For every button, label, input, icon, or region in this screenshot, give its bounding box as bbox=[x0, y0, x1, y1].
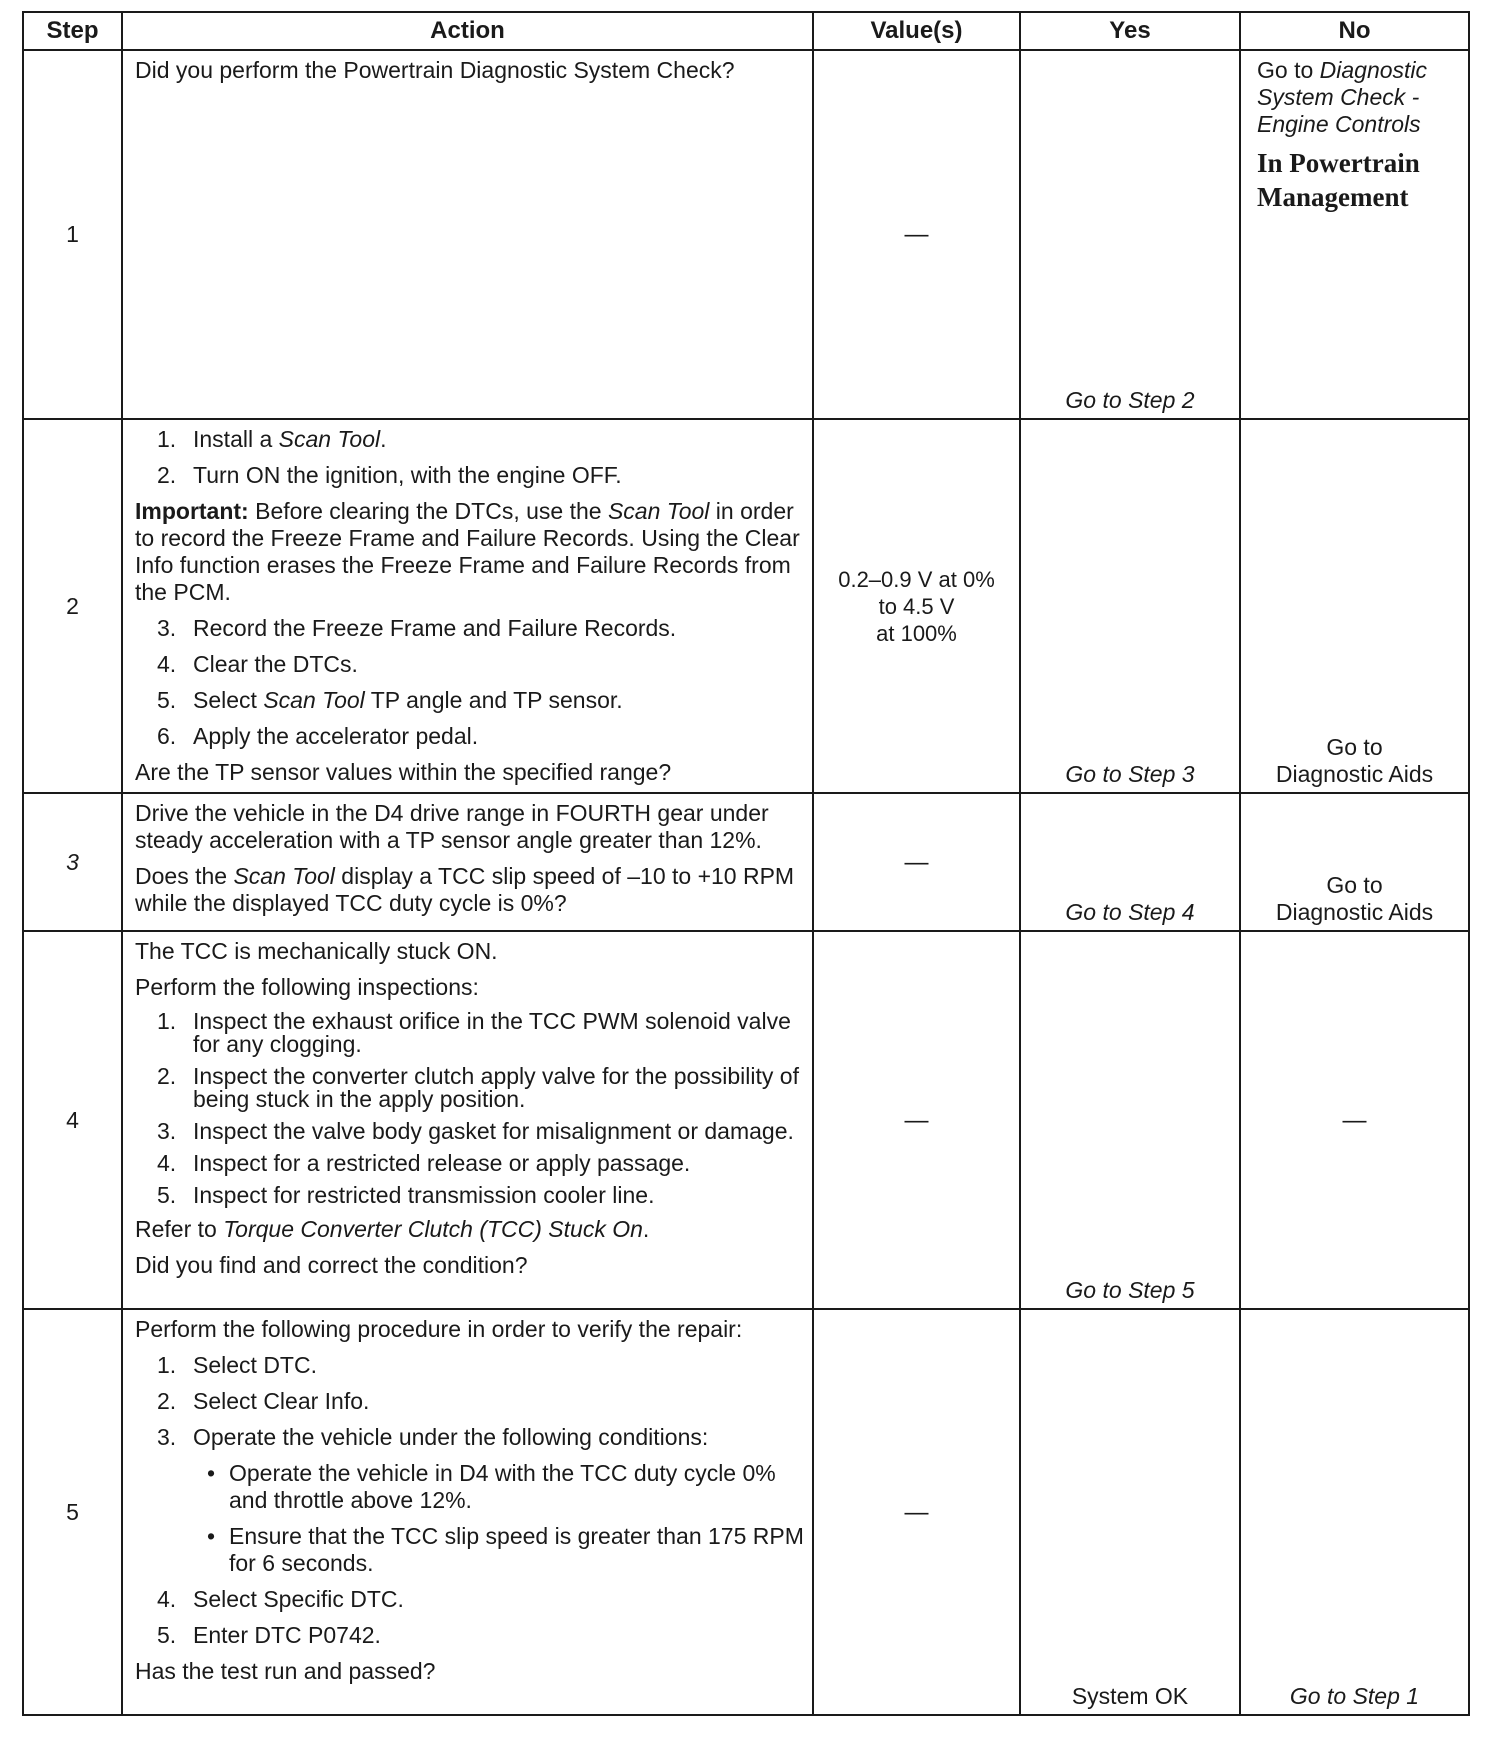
important-text: Before clearing the DTCs, use the bbox=[248, 498, 608, 524]
important-note bbox=[135, 498, 804, 606]
no-prefix: Go to bbox=[1257, 57, 1314, 83]
action-cell bbox=[122, 793, 813, 931]
header-yes: Yes bbox=[1020, 12, 1240, 50]
list-item bbox=[135, 1152, 804, 1175]
action-question: Are the TP sensor values within the specified range? bbox=[135, 759, 672, 785]
action-cell bbox=[122, 419, 813, 793]
handwritten-note: In Powertrain Management bbox=[1257, 148, 1420, 212]
item-text: Inspect the valve body gasket for misalignment or damage. bbox=[193, 1118, 794, 1144]
important-emphasis: Scan Tool bbox=[607, 498, 710, 524]
question-text: Does the bbox=[135, 863, 234, 889]
no-link[interactable] bbox=[1257, 57, 1460, 138]
item-emphasis: Scan Tool bbox=[263, 687, 365, 713]
list-item bbox=[135, 723, 804, 750]
item-text: Select DTC. bbox=[193, 1352, 317, 1378]
list-item bbox=[135, 615, 804, 642]
value-line: 0.2–0.9 V at 0% bbox=[838, 566, 995, 592]
item-text: Turn ON the ignition, with the engine OFF. bbox=[193, 462, 622, 488]
value-cell bbox=[813, 50, 1020, 419]
action-question: Did you find and correct the condition? bbox=[135, 1252, 528, 1278]
item-number: 5. bbox=[157, 687, 177, 713]
no-line[interactable]: Diagnostic Aids bbox=[1275, 899, 1434, 925]
value-cell bbox=[813, 1309, 1020, 1715]
bullet-icon: • bbox=[207, 1523, 216, 1549]
no-cell[interactable] bbox=[1240, 793, 1469, 931]
value-dash: — bbox=[904, 848, 929, 876]
important-text-end: in order to record the Freeze Frame and Failure Records. Using the Clear Info function erases the Freeze Frame and Failure Records from the PCM. bbox=[135, 498, 800, 605]
action-instruction: Perform the following inspections: bbox=[135, 974, 479, 1000]
item-number: 3. bbox=[157, 1118, 177, 1144]
reference-link[interactable]: Torque Converter Clutch (TCC) Stuck On bbox=[223, 1216, 643, 1242]
item-number: 5. bbox=[157, 1622, 177, 1648]
list-item bbox=[135, 1424, 804, 1577]
value-dash: — bbox=[904, 1498, 929, 1526]
item-text-end: . bbox=[380, 426, 387, 452]
question-text-end: display a TCC slip speed of –10 to +10 RPM while the displayed TCC duty cycle is 0%? bbox=[135, 863, 795, 916]
item-text-end: TP angle and TP sensor. bbox=[364, 687, 623, 713]
no-dash: — bbox=[1342, 1106, 1367, 1134]
item-number: 2. bbox=[157, 1388, 177, 1414]
table-row-step-5 bbox=[23, 1309, 1469, 1715]
item-number: 1. bbox=[157, 1008, 177, 1034]
no-line: Go to bbox=[1326, 734, 1383, 760]
item-number: 1. bbox=[157, 426, 177, 452]
value-line: to 4.5 V bbox=[878, 593, 955, 619]
procedure-list bbox=[135, 1352, 804, 1649]
list-item bbox=[135, 1586, 804, 1613]
item-text: Clear the DTCs. bbox=[193, 651, 358, 677]
item-text: Select Clear Info. bbox=[193, 1388, 370, 1414]
item-text: Inspect for a restricted release or apply passage. bbox=[193, 1150, 691, 1176]
reference-prefix: Refer to bbox=[135, 1216, 224, 1242]
action-statement: The TCC is mechanically stuck ON. bbox=[135, 938, 498, 964]
item-number: 3. bbox=[157, 1424, 177, 1450]
step-number: 4 bbox=[23, 931, 122, 1309]
value-cell bbox=[813, 931, 1020, 1309]
yes-cell[interactable]: Go to Step 5 bbox=[1020, 931, 1240, 1309]
action-cell bbox=[122, 931, 813, 1309]
item-text: Install a bbox=[193, 426, 279, 452]
value-cell bbox=[813, 419, 1020, 793]
header-no: No bbox=[1240, 12, 1469, 50]
yes-cell: System OK bbox=[1020, 1309, 1240, 1715]
item-text: Inspect the converter clutch apply valve for the possibility of being stuck in the apply position. bbox=[193, 1063, 799, 1112]
item-text: Enter DTC P0742. bbox=[193, 1622, 381, 1648]
step-number: 2 bbox=[23, 419, 122, 793]
list-item bbox=[135, 1622, 804, 1649]
item-text: Record the Freeze Frame and Failure Records. bbox=[193, 615, 677, 641]
list-item bbox=[135, 1184, 804, 1207]
no-cell[interactable] bbox=[1240, 419, 1469, 793]
step-number: 5 bbox=[23, 1309, 122, 1715]
no-line: Go to bbox=[1326, 872, 1383, 898]
list-item bbox=[135, 426, 804, 453]
value-dash: — bbox=[904, 221, 929, 248]
list-item bbox=[135, 687, 804, 714]
value-cell bbox=[813, 793, 1020, 931]
inspection-list bbox=[135, 1010, 804, 1207]
item-text: Operate the vehicle under the following conditions: bbox=[193, 1424, 709, 1450]
item-number: 4. bbox=[157, 1586, 177, 1612]
bullet-item bbox=[193, 1460, 804, 1514]
action-question: Has the test run and passed? bbox=[135, 1658, 436, 1684]
item-number: 2. bbox=[157, 1063, 177, 1089]
procedure-list bbox=[135, 615, 804, 750]
diagnostic-table bbox=[22, 11, 1470, 1716]
step-number: 3 bbox=[23, 793, 122, 931]
yes-cell[interactable]: Go to Step 4 bbox=[1020, 793, 1240, 931]
item-number: 3. bbox=[157, 615, 177, 641]
no-link-text[interactable]: Diagnostic System Check - Engine Controls bbox=[1257, 57, 1428, 137]
no-cell[interactable]: Go to Step 1 bbox=[1240, 1309, 1469, 1715]
action-cell bbox=[122, 50, 813, 419]
no-cell bbox=[1240, 931, 1469, 1309]
item-number: 2. bbox=[157, 462, 177, 488]
yes-cell[interactable]: Go to Step 2 bbox=[1020, 50, 1240, 419]
header-values: Value(s) bbox=[813, 12, 1020, 50]
item-text: Select Specific DTC. bbox=[193, 1586, 404, 1612]
item-emphasis: Scan Tool bbox=[278, 426, 381, 452]
bullet-icon: • bbox=[207, 1460, 216, 1486]
no-cell[interactable] bbox=[1240, 50, 1469, 419]
list-item bbox=[135, 1120, 804, 1143]
list-item bbox=[135, 1065, 804, 1111]
question-emphasis: Scan Tool bbox=[233, 863, 335, 889]
table-row-step-4 bbox=[23, 931, 1469, 1309]
value-dash: — bbox=[904, 1106, 929, 1134]
reference-end: . bbox=[642, 1216, 650, 1242]
item-text: Select bbox=[193, 687, 264, 713]
table-row-step-1 bbox=[23, 50, 1469, 419]
header-action: Action bbox=[122, 12, 813, 50]
list-item bbox=[135, 651, 804, 678]
reference-text bbox=[135, 1216, 804, 1243]
item-number: 4. bbox=[157, 651, 177, 677]
action-question: Did you perform the Powertrain Diagnostic System Check? bbox=[135, 57, 735, 83]
item-number: 1. bbox=[157, 1352, 177, 1378]
header-row bbox=[23, 12, 1469, 50]
list-item bbox=[135, 1388, 804, 1415]
no-line[interactable]: Diagnostic Aids bbox=[1275, 761, 1434, 787]
condition-list bbox=[193, 1460, 804, 1577]
item-text: Inspect the exhaust orifice in the TCC PWM solenoid valve for any clogging. bbox=[193, 1008, 791, 1057]
procedure-list bbox=[135, 426, 804, 489]
list-item bbox=[135, 1352, 804, 1379]
item-text: Inspect for restricted transmission cooler line. bbox=[193, 1182, 655, 1208]
bullet-text: Ensure that the TCC slip speed is greater than 175 RPM for 6 seconds. bbox=[229, 1523, 804, 1576]
list-item bbox=[135, 462, 804, 489]
item-text: Apply the accelerator pedal. bbox=[193, 723, 479, 749]
header-step: Step bbox=[23, 12, 122, 50]
item-number: 5. bbox=[157, 1182, 177, 1208]
action-instruction: Perform the following procedure in order to verify the repair: bbox=[135, 1316, 743, 1342]
step-number: 1 bbox=[23, 50, 122, 419]
table-row-step-2 bbox=[23, 419, 1469, 793]
table-row-step-3 bbox=[23, 793, 1469, 931]
action-question bbox=[135, 863, 804, 917]
bullet-item bbox=[193, 1523, 804, 1577]
important-label: Important: bbox=[135, 498, 249, 524]
item-number: 6. bbox=[157, 723, 177, 749]
item-number: 4. bbox=[157, 1150, 177, 1176]
action-instruction: Drive the vehicle in the D4 drive range in FOURTH gear under steady acceleration with a TP sensor angle greater than 12%. bbox=[135, 800, 769, 853]
action-cell bbox=[122, 1309, 813, 1715]
list-item bbox=[135, 1010, 804, 1056]
bullet-text: Operate the vehicle in D4 with the TCC duty cycle 0% and throttle above 12%. bbox=[229, 1460, 776, 1513]
yes-cell[interactable]: Go to Step 3 bbox=[1020, 419, 1240, 793]
value-line: at 100% bbox=[876, 620, 957, 646]
